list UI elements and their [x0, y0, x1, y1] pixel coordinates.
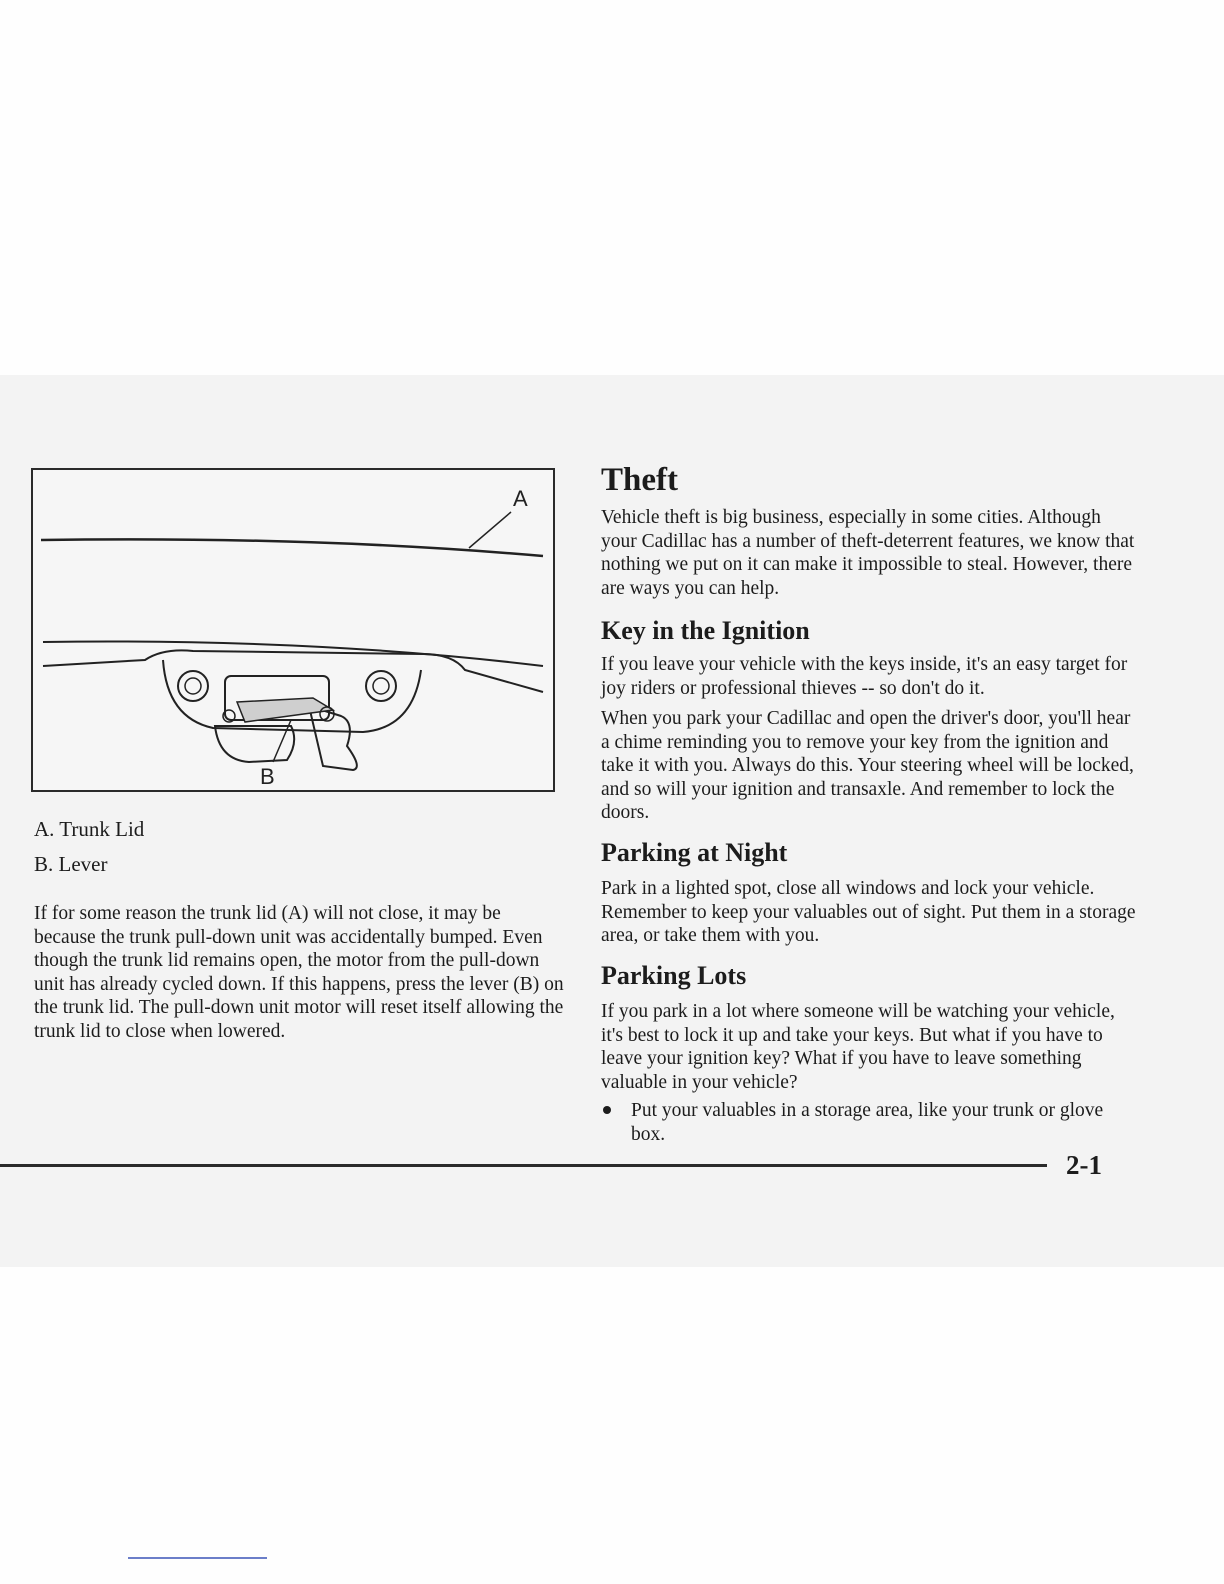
key-in-ignition-paragraph-2: When you park your Cadillac and open the driver's door, you'll hear a chime reminding you to remove your key from the ignition and take it with you. Always do this. Your steering wheel will be locked, and so will your ignition and transaxle. And remember to lock the doors. — [601, 708, 1134, 823]
key-in-ignition-paragraph-1: If you leave your vehicle with the keys inside, it's an easy target for joy riders or professional thieves -- so don't do it. — [601, 654, 1128, 699]
caption-trunk-lid: A. Trunk Lid — [34, 817, 145, 841]
caption-lever: B. Lever — [34, 852, 108, 876]
callout-label-a: A — [513, 486, 528, 511]
parking-at-night-paragraph: Park in a lighted spot, close all windows and lock your vehicle. Remember to keep your valuables out of sight. Put them in a storage area, or take them with you. — [601, 878, 1136, 946]
parking-lots-paragraph: If you park in a lot where someone will be watching your vehicle, it's best to lock it up and take your keys. But what if you have to leave your ignition key? What if you have to leave something valuable in your vehicle? — [601, 1001, 1115, 1093]
trunk-lid-drawing — [33, 470, 553, 790]
page-number: 2-1 — [1066, 1150, 1102, 1180]
key-in-ignition-heading: Key in the Ignition — [601, 616, 810, 645]
valuables-bullet-text: Put your valuables in a storage area, like your trunk or glove box. — [631, 1100, 1104, 1145]
bottom-link-underline — [128, 1557, 267, 1559]
parking-at-night-heading: Parking at Night — [601, 838, 788, 867]
theft-heading: Theft — [601, 462, 678, 498]
trunk-lid-illustration — [31, 468, 555, 792]
bullet-dot-icon — [603, 1106, 611, 1114]
footer-rule — [0, 1164, 1047, 1167]
callout-label-b: B — [260, 764, 275, 789]
theft-paragraph: Vehicle theft is big business, especially in some cities. Although your Cadillac has a number of theft-deterrent features, we know that nothing we put on it can make it impossible to steal. However, there are ways you can help. — [601, 507, 1135, 599]
valuables-bullet-item — [601, 1099, 1121, 1146]
trunk-lid-paragraph: If for some reason the trunk lid (A) will not close, it may be because the trunk pull-down unit was accidentally bumped. Even though the trunk lid remains open, the motor from the pull-down unit has already cycled down. If this happens, press the lever (B) on the trunk lid. The pull-down unit motor will reset itself allowing the trunk lid to close when lowered. — [34, 903, 564, 1042]
parking-lots-heading: Parking Lots — [601, 961, 747, 990]
